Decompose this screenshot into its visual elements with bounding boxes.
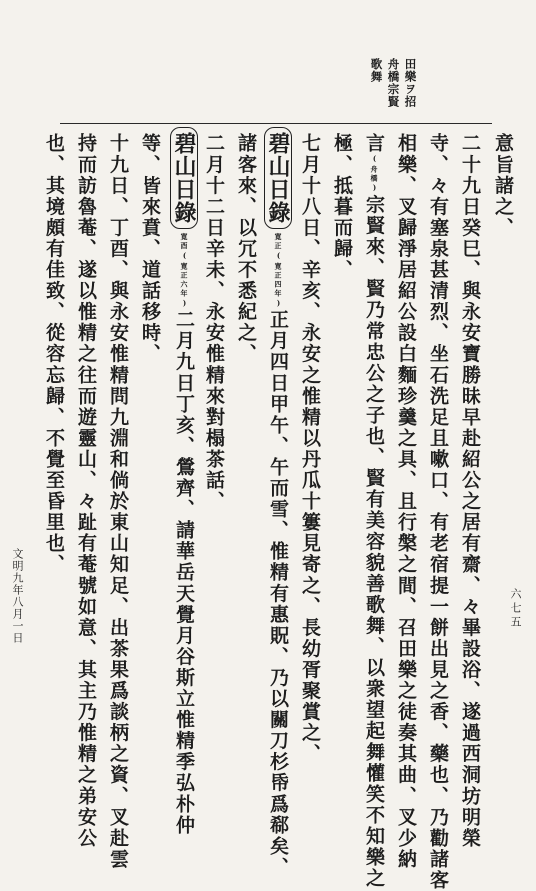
text-column-13: 十九日、丁酉、與永安惟精問九淵和倘於東山知足、出茶果爲談柄之資、叉赴雲: [107, 133, 129, 870]
text-column-6: 極、抵暮而歸、: [331, 133, 353, 281]
text-column-1: 意旨諸之、: [492, 133, 514, 239]
text-column-7: 七月十八日、辛亥、永安之惟精以丹瓜十簍見寄之、長幼胥聚賞之、: [299, 133, 321, 765]
text-column-5-pre: 言: [363, 133, 385, 155]
text-column-14: 持而訪魯菴、遂以惟精之往而遊靈山、々趾有菴號如意、其主乃惟精之弟安公: [75, 133, 97, 849]
source-title-hekizan-2: 碧山日錄: [170, 127, 198, 229]
text-column-8: [264, 127, 292, 878]
text-column-11-post: 二月九日丁亥、鶯齊、請華岳天覺月谷斯立惟精季弘朴仲: [173, 309, 195, 836]
annotation-year-1: (寛正四年): [274, 251, 283, 310]
text-column-4: 相樂、叉歸淨居紹公設白麵珍羹之具、且行槃之間、召田樂之徒奏其曲、叉少納: [395, 133, 417, 870]
header-line-2: 舟橋宗賢: [386, 58, 401, 108]
header-line-3: 歌舞: [369, 58, 384, 83]
era-tag-1: 寛正: [274, 233, 283, 252]
text-column-2: 二十九日癸巳、與永安寶勝昧早赴紹公之居有齋、々畢設浴、遂過西洞坊明榮: [459, 133, 481, 849]
annotation-year-2: (寛正六年): [180, 251, 189, 310]
text-column-5: [364, 133, 383, 889]
annotation-funahashi: (舟橋): [370, 154, 379, 195]
header-rule: [60, 123, 492, 124]
text-column-10: 二月十二日辛未、永安惟精來對榻茶話、: [203, 133, 225, 512]
era-tag-2: 寛酉: [180, 233, 189, 252]
source-title-hekizan-1: 碧山日錄: [264, 127, 292, 229]
text-column-8-post: 正月四日甲午、午而雪、惟精有惠貺、乃以關刀杉帋爲郗矣、: [267, 309, 289, 878]
text-column-9: 諸客來、以冗不悉紀之、: [235, 133, 257, 365]
text-column-11: [170, 127, 198, 836]
page-number: 六七五: [509, 588, 522, 630]
text-column-3: 寺、々有塞泉甚清烈、坐石洗足且嗽口、有老宿提一餅出見之香、藥也、乃勸諸客: [427, 133, 449, 891]
text-column-12: 等、皆來賁、道話移時、: [139, 133, 161, 365]
footer-date: 文明九年八月一日: [11, 548, 24, 644]
header-line-1: 田樂ヲ招: [403, 58, 418, 108]
text-column-15: 也、其境頗有佳致、從容忘歸、不覺至昏里也、: [43, 133, 65, 576]
text-column-5-post: 宗賢來、賢乃常忠公之子也、賢有美容貌善歌舞、以衆望起舞懽笑不知樂之: [363, 194, 385, 889]
